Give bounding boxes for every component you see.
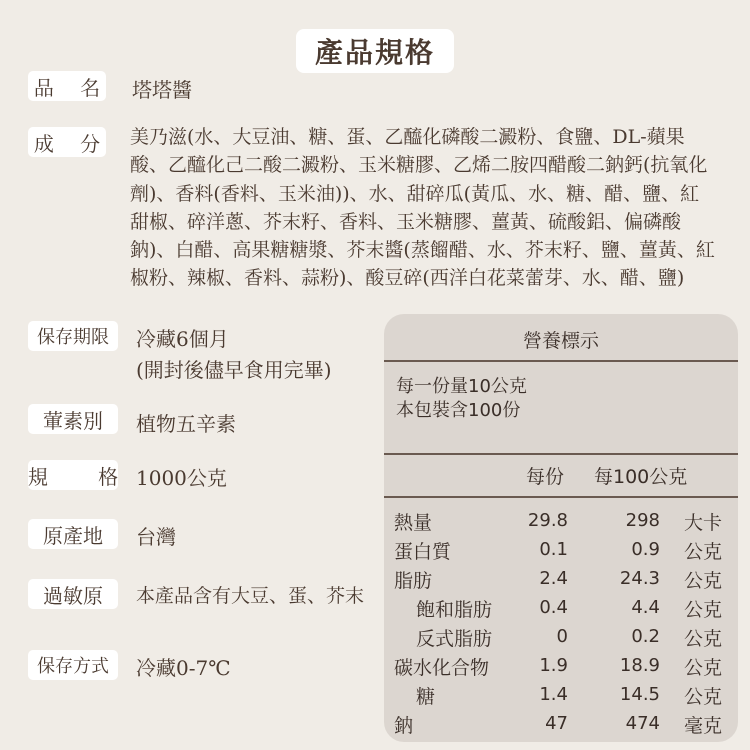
col-per-100g: 每100公克 <box>594 466 688 488</box>
nutrient-name: 碳水化合物 <box>394 657 490 679</box>
ingredients-line: 美乃滋(水、大豆油、糖、蛋、乙醯化磷酸二澱粉、食鹽、DL-蘋果 <box>130 126 685 148</box>
ingredients-line: 劑)、香料(香料、玉米油))、水、甜碎瓜(黃瓜、水、糖、醋、鹽、紅 <box>130 182 700 205</box>
unit: 公克 <box>683 599 722 621</box>
nutrient-name: 熱量 <box>394 512 433 534</box>
unit: 毫克 <box>683 715 722 737</box>
unit: 大卡 <box>683 512 722 534</box>
per-serving-value: 29.8 <box>527 510 568 531</box>
per-100g-value: 24.3 <box>619 568 660 589</box>
page-title: 產品規格 <box>296 29 454 73</box>
unit: 公克 <box>683 628 722 650</box>
unit: 公克 <box>683 541 722 563</box>
servings-per-package: 本包裝含100份 <box>396 400 521 421</box>
nutrition-row-fat <box>384 566 738 594</box>
per-100g-value: 0.2 <box>631 626 660 647</box>
origin-label: 原產地 <box>28 519 118 549</box>
nutrition-row-carbohydrate <box>384 653 738 681</box>
unit: 公克 <box>683 657 722 679</box>
per-100g-value: 4.4 <box>631 597 660 618</box>
divider <box>384 453 738 455</box>
nutrition-title: 營養標示 <box>522 330 599 352</box>
ingredients-line: 椒粉、辣椒、香料、蒜粉)、酸豆碎(西洋白花菜蕾芽、水、醋、鹽) <box>130 267 685 290</box>
shelf-life-note: (開封後儘早食用完畢) <box>136 358 332 382</box>
spec-value: 1000公克 <box>136 466 227 490</box>
vegetarian-label: 葷素別 <box>28 404 118 434</box>
nutrient-name: 蛋白質 <box>394 541 452 563</box>
ingredients-line: 鈉)、白醋、高果糖糖漿、芥末醬(蒸餾醋、水、芥末籽、鹽、薑黃、紅 <box>130 239 715 262</box>
per-100g-value: 18.9 <box>619 655 660 676</box>
ingredients-text <box>130 123 742 293</box>
nutrient-name: 反式脂肪 <box>416 628 493 650</box>
shelf-life-value: 冷藏6個月 <box>136 327 229 351</box>
unit: 公克 <box>683 570 722 592</box>
per-serving-value: 0.1 <box>539 539 568 560</box>
vegetarian-value: 植物五辛素 <box>136 412 236 436</box>
nutrition-row-saturated-fat <box>384 595 738 623</box>
allergen-label: 過敏原 <box>28 579 118 609</box>
ingredients-label: 成 分 <box>28 127 106 157</box>
per-serving-value: 47 <box>545 713 568 734</box>
storage-label: 保存方式 <box>28 650 118 680</box>
col-per-serving: 每份 <box>526 466 565 488</box>
per-serving-value: 1.9 <box>539 655 568 676</box>
per-100g-value: 474 <box>625 713 660 734</box>
per-serving-value: 0.4 <box>539 597 568 618</box>
nutrient-name: 鈉 <box>394 715 414 737</box>
unit: 公克 <box>683 686 722 708</box>
ingredients-line: 酸、乙醯化己二酸二澱粉、玉米糖膠、乙烯二胺四醋酸二鈉鈣(抗氧化 <box>130 154 708 177</box>
nutrition-row-protein <box>384 537 738 565</box>
per-serving-value: 2.4 <box>539 568 568 589</box>
nutrition-row-sodium <box>384 711 738 739</box>
product-name-value: 塔塔醬 <box>132 78 192 102</box>
per-serving-value: 0 <box>556 626 568 647</box>
nutrition-row-sugar <box>384 682 738 710</box>
product-name-label: 品 名 <box>28 71 106 101</box>
divider <box>384 360 738 362</box>
shelf-life-label: 保存期限 <box>28 321 118 351</box>
nutrient-name: 脂肪 <box>394 570 433 592</box>
nutrient-name: 飽和脂肪 <box>416 599 493 621</box>
ingredients-line: 甜椒、碎洋蔥、芥末籽、香料、玉米糖膠、薑黃、硫酸鋁、偏磷酸 <box>130 210 682 233</box>
per-100g-value: 14.5 <box>619 684 660 705</box>
nutrient-name: 糖 <box>416 686 436 708</box>
nutrition-row-trans-fat <box>384 624 738 652</box>
allergen-value: 本產品含有大豆、蛋、芥末 <box>136 585 365 607</box>
origin-value: 台灣 <box>136 525 176 549</box>
per-100g-value: 298 <box>625 510 660 531</box>
per-100g-value: 0.9 <box>631 539 660 560</box>
divider <box>384 496 738 498</box>
nutrition-panel <box>384 314 738 742</box>
storage-value: 冷藏0-7℃ <box>136 656 231 680</box>
serving-size: 每一份量10公克 <box>396 376 527 397</box>
spec-label: 規 格 <box>28 460 118 490</box>
per-serving-value: 1.4 <box>539 684 568 705</box>
nutrition-row-energy <box>384 508 738 536</box>
